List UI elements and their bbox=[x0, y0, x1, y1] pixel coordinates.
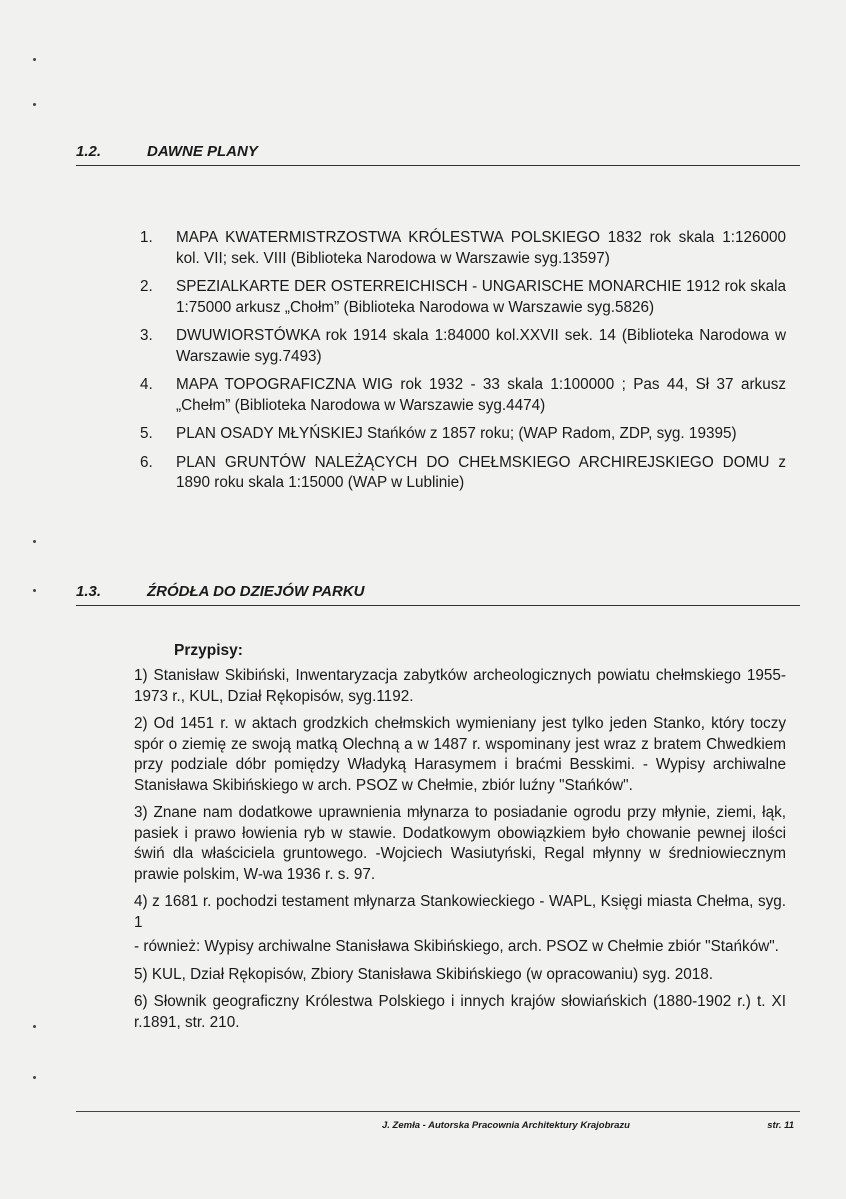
list-item bbox=[140, 453, 786, 494]
item-text: MAPA KWATERMISTRZOSTWA KRÓLESTWA POLSKIEGO 1832 rok skala 1:126000 kol. VII; sek. VIII (Biblioteka Narodowa w Warszawie syg.13597) bbox=[176, 229, 786, 267]
section-number: 1.2. bbox=[76, 143, 102, 160]
item-number: 3. bbox=[140, 327, 153, 344]
section-number: 1.3. bbox=[76, 583, 102, 600]
footnote: 1) Stanisław Skibiński, Inwentaryzacja zabytków archeologicznych powiatu chełmskiego 1955-1973 r., KUL, Dział Rękopisów, syg.1192. bbox=[134, 667, 786, 705]
scan-mark bbox=[33, 540, 36, 543]
scan-mark bbox=[33, 589, 36, 592]
item-text: MAPA TOPOGRAFICZNA WIG rok 1932 - 33 skala 1:100000 ; Pas 44, Sł 37 arkusz „Chełm” (Biblioteka Narodowa w Warszawie syg.4474) bbox=[176, 376, 786, 414]
section-heading-1-3 bbox=[76, 583, 800, 606]
scan-mark bbox=[33, 1076, 36, 1079]
item-text: SPEZIALKARTE DER OSTERREICHISCH - UNGARISCHE MONARCHIE 1912 rok skala 1:75000 arkusz „Chołm” (Biblioteka Narodowa w Warszawie syg.5826) bbox=[176, 278, 786, 316]
scan-mark bbox=[33, 1025, 36, 1028]
page-footer bbox=[76, 1111, 800, 1138]
list-item bbox=[140, 228, 786, 269]
list-item bbox=[140, 326, 786, 367]
scan-mark bbox=[33, 58, 36, 61]
list-item bbox=[140, 277, 786, 318]
item-text: PLAN GRUNTÓW NALEŻĄCYCH DO CHEŁMSKIEGO ARCHIREJSKIEGO DOMU z 1890 roku skala 1:15000 (WAP w Lublinie) bbox=[176, 453, 786, 491]
item-number: 1. bbox=[140, 229, 153, 246]
page-number: str. 11 bbox=[767, 1120, 794, 1131]
footnotes bbox=[134, 642, 786, 1040]
list-item bbox=[140, 424, 786, 445]
section-title: DAWNE PLANY bbox=[147, 143, 258, 160]
item-number: 2. bbox=[140, 278, 153, 295]
footnote: 3) Znane nam dodatkowe uprawnienia młynarza to posiadanie ogrodu przy młynie, ziemi, łąk, pasiek i prawo łowienia ryb w stawie. Dodatkowym obowiązkiem było chowanie pewnej ilości świń dla właściciela gruntowego. -Wojciech Wasiutyński, Regal młynny w średniowiecznym prawie polskim, W-wa 1936 r. s. 97. bbox=[134, 804, 786, 883]
footnote: 5) KUL, Dział Rękopisów, Zbiory Stanisława Skibińskiego (w opracowaniu) syg. 2018. bbox=[134, 965, 713, 983]
item-number: 6. bbox=[140, 453, 153, 471]
list-item bbox=[140, 375, 786, 416]
item-text: PLAN OSADY MŁYŃSKIEJ Stańków z 1857 roku; (WAP Radom, ZDP, syg. 19395) bbox=[176, 425, 737, 442]
item-number: 4. bbox=[140, 376, 153, 393]
plans-list bbox=[140, 228, 786, 502]
notes-title: Przypisy: bbox=[174, 642, 243, 659]
item-text: DWUWIORSTÓWKA rok 1914 skala 1:84000 kol.XXVII sek. 14 (Biblioteka Narodowa w Warszawie syg.7493) bbox=[176, 327, 786, 365]
item-number: 5. bbox=[140, 425, 153, 442]
footnote: 6) Słownik geograficzny Królestwa Polskiego i innych krajów słowiańskich (1880-1902 r.) t. XI r.1891, str. 210. bbox=[134, 993, 786, 1031]
scan-mark bbox=[33, 103, 36, 106]
footer-author: J. Zemła - Autorska Pracownia Architektury Krajobrazu bbox=[382, 1120, 630, 1131]
footnote: - również: Wypisy archiwalne Stanisława Skibińskiego, arch. PSOZ w Chełmie zbiór "Stańków". bbox=[134, 938, 779, 955]
section-title: ŹRÓDŁA DO DZIEJÓW PARKU bbox=[147, 583, 365, 600]
footnote: 2) Od 1451 r. w aktach grodzkich chełmskich wymieniany jest tylko jeden Stanko, który toczy spór o ziemię ze swoją matką Olechną a w 1487 r. wspominany jest wraz z bratem Chwedkiem przy podziale dóbr pomiędzy Władyką Harasymem i braćmi Besskimi. - Wypisy archiwalne Stanisława Skibińskiego w arch. PSOZ w Chełmie, zbiór luźny "Stańków". bbox=[134, 715, 786, 794]
section-heading-1-2 bbox=[76, 143, 800, 166]
footnote: 4) z 1681 r. pochodzi testament młynarza Stankowieckiego - WAPL, Księgi miasta Chełma, syg. 1 bbox=[134, 893, 786, 931]
